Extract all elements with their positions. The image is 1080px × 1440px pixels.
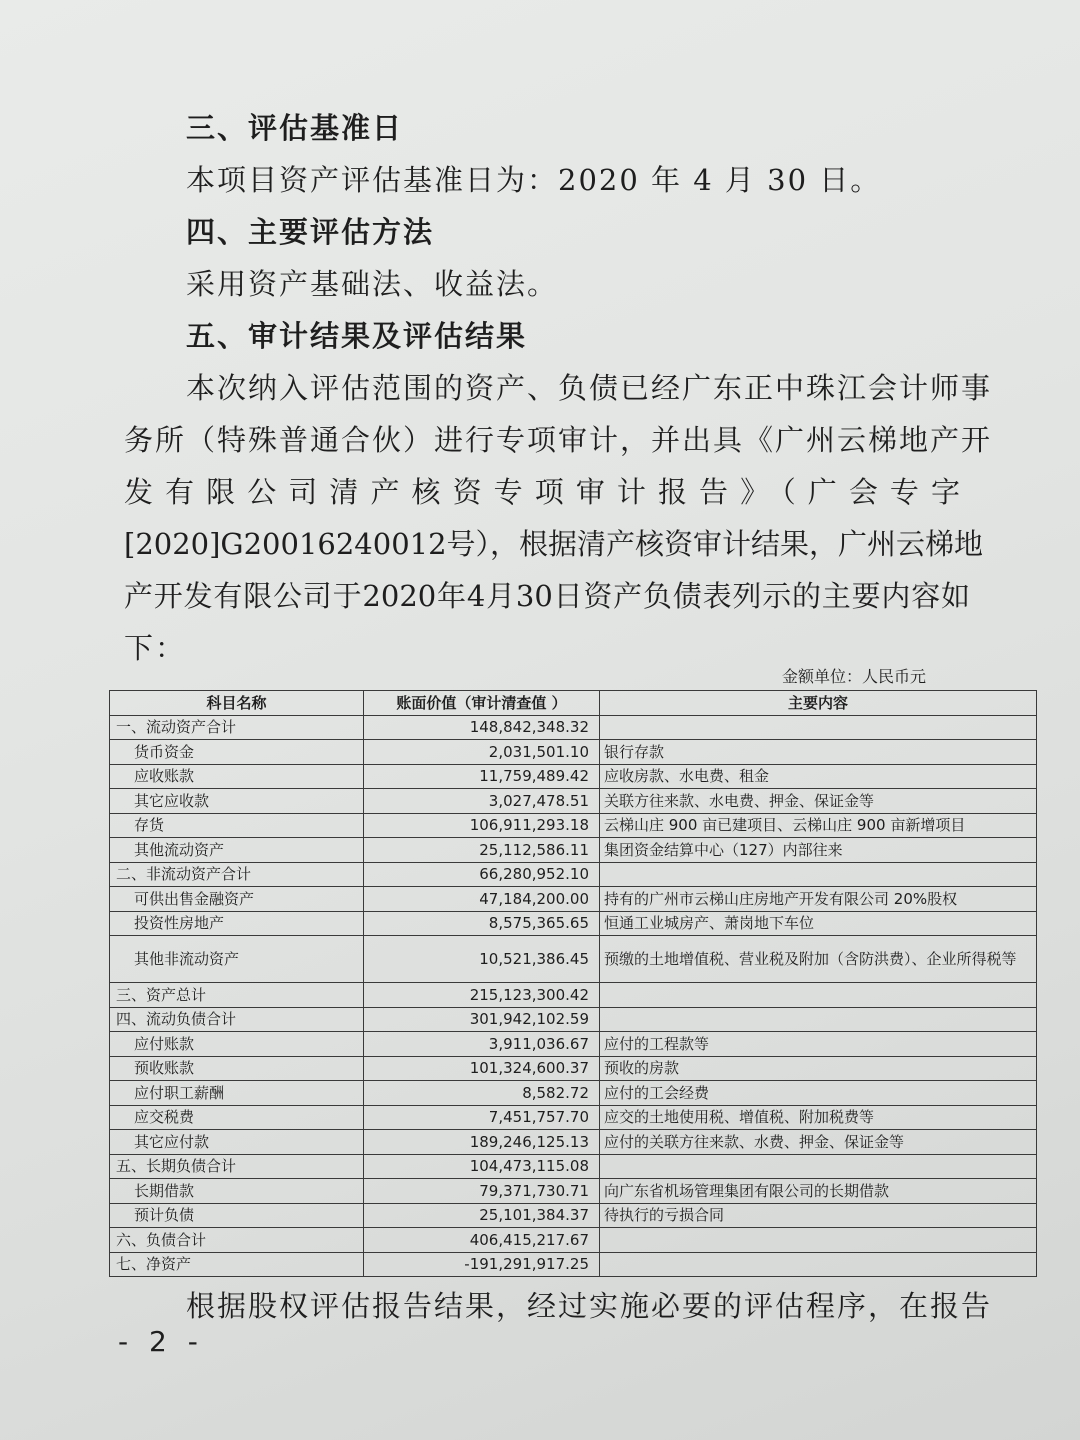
row-subject: 应收账款	[110, 764, 364, 789]
paragraph-line: 发有限公司清产核资专项审计报告》（广会专字	[124, 475, 970, 509]
row-book-value: 8,582.72	[364, 1081, 600, 1106]
row-book-value: 47,184,200.00	[364, 887, 600, 912]
section5-heading: 五、审计结果及评估结果	[186, 319, 528, 353]
row-subject: 应付职工薪酬	[110, 1081, 364, 1106]
row-book-value: 148,842,348.32	[364, 715, 600, 740]
header-book-value: 账面价值（审计清查值 ）	[364, 691, 600, 716]
row-book-value: 3,027,478.51	[364, 789, 600, 814]
row-book-value: 406,415,217.67	[364, 1228, 600, 1253]
table-row	[110, 715, 1037, 740]
table-row	[110, 1056, 1037, 1081]
table-row	[110, 1130, 1037, 1155]
row-book-value: 10,521,386.45	[364, 936, 600, 983]
row-book-value: 101,324,600.37	[364, 1056, 600, 1081]
row-main-content: 持有的广州市云梯山庄房地产开发有限公司 20%股权	[600, 887, 1037, 912]
paragraph-line: 下：	[124, 631, 187, 665]
row-book-value: 104,473,115.08	[364, 1154, 600, 1179]
row-main-content: 应收房款、水电费、租金	[600, 764, 1037, 789]
row-main-content: 关联方往来款、水电费、押金、保证金等	[600, 789, 1037, 814]
row-book-value: 3,911,036.67	[364, 1032, 600, 1057]
row-subject: 长期借款	[110, 1179, 364, 1204]
row-main-content: 应交的土地使用税、增值税、附加税费等	[600, 1105, 1037, 1130]
row-subject: 其它应收款	[110, 789, 364, 814]
row-subject: 预计负债	[110, 1203, 364, 1228]
paragraph-line: [2020]G20016240012号），根据清产核资审计结果，广州云梯地	[124, 527, 984, 561]
table-row	[110, 1203, 1037, 1228]
row-main-content: 集团资金结算中心（127）内部往来	[600, 838, 1037, 863]
paragraph-line: 务所（特殊普通合伙）进行专项审计，并出具《广州云梯地产开	[124, 423, 993, 457]
row-book-value: 8,575,365.65	[364, 911, 600, 936]
row-subject: 七、净资产	[110, 1252, 364, 1277]
section3-heading: 三、评估基准日	[186, 111, 404, 145]
table-row	[110, 936, 1037, 983]
row-book-value: 66,280,952.10	[364, 862, 600, 887]
row-subject: 一、流动资产合计	[110, 715, 364, 740]
row-main-content	[600, 1252, 1037, 1277]
currency-unit-label: 金额单位：人民币元	[782, 667, 927, 686]
section3-text: 本项目资产评估基准日为：2020 年 4 月 30 日。	[186, 163, 882, 197]
table-row	[110, 1228, 1037, 1253]
table-row	[110, 911, 1037, 936]
table-row	[110, 764, 1037, 789]
row-main-content	[600, 862, 1037, 887]
row-main-content: 应付的关联方往来款、水费、押金、保证金等	[600, 1130, 1037, 1155]
row-book-value: -191,291,917.25	[364, 1252, 600, 1277]
row-main-content	[600, 1007, 1037, 1032]
table-row	[110, 740, 1037, 765]
table-row	[110, 1154, 1037, 1179]
table-row	[110, 887, 1037, 912]
row-subject: 二、非流动资产合计	[110, 862, 364, 887]
row-subject: 货币资金	[110, 740, 364, 765]
table-row	[110, 1252, 1037, 1277]
row-subject: 其他非流动资产	[110, 936, 364, 983]
row-book-value: 7,451,757.70	[364, 1105, 600, 1130]
row-subject: 其它应付款	[110, 1130, 364, 1155]
row-subject: 其他流动资产	[110, 838, 364, 863]
row-subject: 预收账款	[110, 1056, 364, 1081]
balance-sheet-table	[109, 690, 1037, 1277]
header-main-content: 主要内容	[600, 691, 1037, 716]
row-main-content: 银行存款	[600, 740, 1037, 765]
row-book-value: 79,371,730.71	[364, 1179, 600, 1204]
row-subject: 可供出售金融资产	[110, 887, 364, 912]
table-row	[110, 983, 1037, 1008]
row-subject: 五、长期负债合计	[110, 1154, 364, 1179]
row-book-value: 215,123,300.42	[364, 983, 600, 1008]
row-main-content: 应付的工会经费	[600, 1081, 1037, 1106]
table-row	[110, 1032, 1037, 1057]
paragraph-line: 本次纳入评估范围的资产、负债已经广东正中珠江会计师事	[186, 371, 993, 405]
table-row	[110, 1179, 1037, 1204]
row-main-content: 预收的房款	[600, 1056, 1037, 1081]
row-main-content: 待执行的亏损合同	[600, 1203, 1037, 1228]
closing-line: 根据股权评估报告结果，经过实施必要的评估程序，在报告	[186, 1289, 993, 1323]
row-subject: 三、资产总计	[110, 983, 364, 1008]
row-book-value: 301,942,102.59	[364, 1007, 600, 1032]
row-main-content: 恒通工业城房产、萧岗地下车位	[600, 911, 1037, 936]
section4-heading: 四、主要评估方法	[186, 215, 435, 249]
table-header-row	[110, 691, 1037, 716]
row-subject: 存货	[110, 813, 364, 838]
row-subject: 投资性房地产	[110, 911, 364, 936]
row-main-content	[600, 983, 1037, 1008]
row-subject: 应交税费	[110, 1105, 364, 1130]
row-subject: 应付账款	[110, 1032, 364, 1057]
row-main-content	[600, 1228, 1037, 1253]
row-subject: 六、负债合计	[110, 1228, 364, 1253]
table-row	[110, 813, 1037, 838]
table-row	[110, 789, 1037, 814]
table-row	[110, 862, 1037, 887]
table-row	[110, 1105, 1037, 1130]
row-main-content: 应付的工程款等	[600, 1032, 1037, 1057]
section4-text: 采用资产基础法、收益法。	[186, 267, 559, 301]
row-main-content: 云梯山庄 900 亩已建项目、云梯山庄 900 亩新增项目	[600, 813, 1037, 838]
table-row	[110, 1081, 1037, 1106]
paragraph-line: 产开发有限公司于2020年4月30日资产负债表列示的主要内容如	[124, 579, 970, 613]
row-main-content: 预缴的土地增值税、营业税及附加（含防洪费）、企业所得税等	[600, 936, 1037, 983]
table-row	[110, 1007, 1037, 1032]
row-subject: 四、流动负债合计	[110, 1007, 364, 1032]
row-book-value: 189,246,125.13	[364, 1130, 600, 1155]
row-main-content	[600, 1154, 1037, 1179]
header-subject: 科目名称	[110, 691, 364, 716]
row-book-value: 2,031,501.10	[364, 740, 600, 765]
row-main-content	[600, 715, 1037, 740]
row-book-value: 106,911,293.18	[364, 813, 600, 838]
row-book-value: 25,112,586.11	[364, 838, 600, 863]
row-book-value: 25,101,384.37	[364, 1203, 600, 1228]
row-book-value: 11,759,489.42	[364, 764, 600, 789]
row-main-content: 向广东省机场管理集团有限公司的长期借款	[600, 1179, 1037, 1204]
table-row	[110, 838, 1037, 863]
page-number: - 2 -	[118, 1325, 204, 1358]
